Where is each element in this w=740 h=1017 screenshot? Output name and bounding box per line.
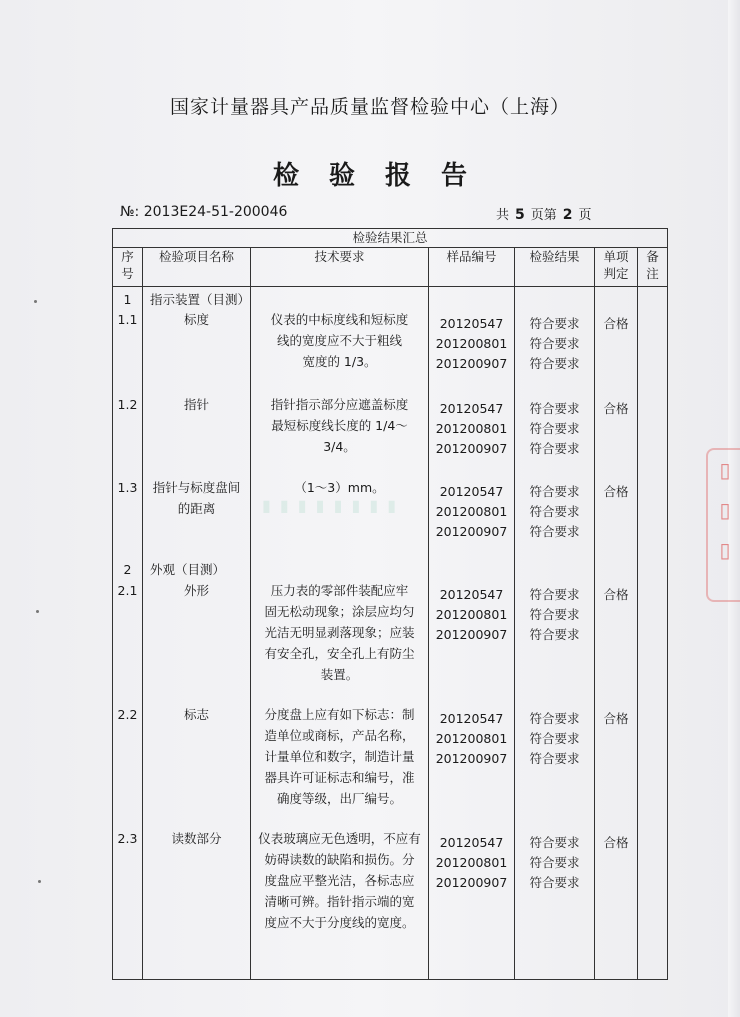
row-requirement-line: 仪表的中标度线和短标度 <box>270 312 409 327</box>
row-item-name: 标志 <box>183 707 209 722</box>
group-seq: 2 <box>123 562 132 577</box>
row-requirement-line: 指针指示部分应遮盖标度 <box>270 397 409 412</box>
row-sample-id: 201200801 <box>435 421 508 436</box>
row-judgement: 合格 <box>603 587 629 602</box>
row-sample-id: 201200907 <box>435 627 508 642</box>
row-requirement-line: 清晰可辨。指针指示端的宽 <box>264 894 415 909</box>
header-judgement <box>595 248 638 287</box>
row-sample-id: 20120547 <box>439 587 504 602</box>
row-requirement-line: 确度等级，出厂编号。 <box>276 791 402 806</box>
row-requirement-line: 压力表的零部件装配应牢 <box>270 583 409 598</box>
row-sample-id: 201200801 <box>435 607 508 622</box>
page-total: 5 <box>515 207 525 223</box>
row-judgement: 合格 <box>603 835 629 850</box>
page-suffix: 页 <box>578 208 592 223</box>
header-seq <box>113 248 143 287</box>
report-number-value: 2013E24-51-200046 <box>143 204 288 220</box>
header-judgement-label: 单项 判定 <box>603 249 629 281</box>
row-item-name: 标度 <box>183 312 209 327</box>
row-item-name: 外形 <box>183 583 209 598</box>
table-header-row <box>113 248 668 287</box>
row-judgement: 合格 <box>603 401 629 416</box>
row-result: 符合要求 <box>529 607 580 622</box>
row-result: 符合要求 <box>529 711 580 726</box>
table-caption: 检验结果汇总 <box>113 229 668 248</box>
page-current: 2 <box>562 207 573 223</box>
page-prefix: 共 <box>496 208 510 223</box>
row-seq: 1.1 <box>117 312 138 327</box>
remark-column <box>638 287 667 979</box>
header-requirement: 技术要求 <box>251 248 429 287</box>
faint-watermark: ▮ ▮ ▮ ▮ ▮ ▮ ▮ ▮ <box>262 496 399 515</box>
row-seq: 1.2 <box>117 397 138 412</box>
row-sample-id: 20120547 <box>439 401 504 416</box>
row-requirement-line: （1～3）mm。 <box>294 480 385 495</box>
scan-speck <box>36 610 39 613</box>
report-number <box>120 204 287 220</box>
row-sample-id: 20120547 <box>439 484 504 499</box>
row-item-name: 的距离 <box>177 501 216 516</box>
seq-column <box>113 287 142 979</box>
row-result: 符合要求 <box>529 441 580 456</box>
row-requirement-line: 造单位或商标，产品名称， <box>264 728 415 743</box>
row-requirement-line: 分度盘上应有如下标志：制 <box>264 707 415 722</box>
scan-speck <box>38 880 41 883</box>
row-judgement: 合格 <box>603 711 629 726</box>
judgement-column <box>595 287 637 979</box>
row-sample-id: 201200907 <box>435 356 508 371</box>
row-sample-id: 201200907 <box>435 441 508 456</box>
row-result: 符合要求 <box>529 401 580 416</box>
table-body-row <box>113 287 668 980</box>
row-requirement-line: 光洁无明显剥落现象；应装 <box>264 625 415 640</box>
row-requirement-line: 度应不大于分度线的宽度。 <box>264 915 415 930</box>
row-result: 符合要求 <box>529 855 580 870</box>
row-judgement: 合格 <box>603 316 629 331</box>
row-seq: 2.3 <box>117 831 138 846</box>
row-sample-id: 201200907 <box>435 875 508 890</box>
row-result: 符合要求 <box>529 421 580 436</box>
row-sample-id: 201200907 <box>435 751 508 766</box>
row-requirement-line: 最短标度线长度的 1/4～ <box>271 418 408 433</box>
header-seq-label: 序 号 <box>121 249 134 281</box>
header-result: 检验结果 <box>515 248 595 287</box>
row-requirement-line: 妨碍读数的缺陷和损伤。分 <box>264 852 415 867</box>
row-requirement-line: 器具许可证标志和编号，准 <box>264 770 415 785</box>
sample-column <box>429 287 514 979</box>
row-result: 符合要求 <box>529 875 580 890</box>
row-item-name: 指针与标度盘间 <box>152 480 241 495</box>
scan-speck <box>34 300 37 303</box>
row-seq: 2.1 <box>117 583 138 598</box>
row-sample-id: 201200801 <box>435 855 508 870</box>
row-requirement-line: 度盘应平整光洁，各标志应 <box>264 873 415 888</box>
row-result: 符合要求 <box>529 336 580 351</box>
row-requirement-line: 计量单位和数字，制造计量 <box>264 749 415 764</box>
row-seq: 2.2 <box>117 707 138 722</box>
results-summary-table <box>112 228 668 980</box>
row-result: 符合要求 <box>529 356 580 371</box>
header-remark <box>638 248 668 287</box>
row-result: 符合要求 <box>529 504 580 519</box>
row-sample-id: 201200801 <box>435 504 508 519</box>
red-seal-stamp: ▯ ▯ ▯ <box>706 448 740 602</box>
group-seq: 1 <box>123 292 132 307</box>
row-requirement-line: 有安全孔，安全孔上有防尘 <box>264 646 415 661</box>
row-result: 符合要求 <box>529 835 580 850</box>
row-requirement-line: 3/4。 <box>323 439 356 454</box>
header-item: 检验项目名称 <box>143 248 251 287</box>
row-requirement-line: 宽度的 1/3。 <box>302 354 377 369</box>
report-number-label: №: <box>120 204 140 220</box>
row-sample-id: 20120547 <box>439 711 504 726</box>
row-result: 符合要求 <box>529 627 580 642</box>
header-remark-label: 备 注 <box>646 249 659 281</box>
page-indicator <box>496 204 592 223</box>
row-requirement-line: 仪表玻璃应无色透明，不应有 <box>258 831 421 846</box>
row-sample-id: 201200907 <box>435 524 508 539</box>
row-result: 符合要求 <box>529 751 580 766</box>
row-result: 符合要求 <box>529 524 580 539</box>
report-title: 检验报告 <box>272 161 497 191</box>
group-name: 外观（目测） <box>150 562 226 577</box>
row-item-name: 读数部分 <box>171 831 222 846</box>
header-sample: 样品编号 <box>429 248 515 287</box>
row-result: 符合要求 <box>529 587 580 602</box>
organization-name: 国家计量器具产品质量监督检验中心（上海） <box>169 96 570 118</box>
row-result: 符合要求 <box>529 484 580 499</box>
row-item-name: 指针 <box>183 397 209 412</box>
requirement-column <box>251 287 428 979</box>
row-result: 符合要求 <box>529 316 580 331</box>
row-seq: 1.3 <box>117 480 138 495</box>
row-sample-id: 20120547 <box>439 835 504 850</box>
row-sample-id: 20120547 <box>439 316 504 331</box>
row-requirement-line: 线的宽度应不大于粗线 <box>276 333 402 348</box>
page-middle: 页第 <box>530 208 557 223</box>
row-requirement-line: 固无松动现象；涂层应均匀 <box>264 604 415 619</box>
group-name: 指示装置（目测） <box>150 292 251 307</box>
row-sample-id: 201200801 <box>435 336 508 351</box>
row-result: 符合要求 <box>529 731 580 746</box>
row-judgement: 合格 <box>603 484 629 499</box>
row-requirement-line: 装置。 <box>320 667 359 682</box>
item-column <box>143 287 250 979</box>
row-sample-id: 201200801 <box>435 731 508 746</box>
result-column <box>515 287 594 979</box>
